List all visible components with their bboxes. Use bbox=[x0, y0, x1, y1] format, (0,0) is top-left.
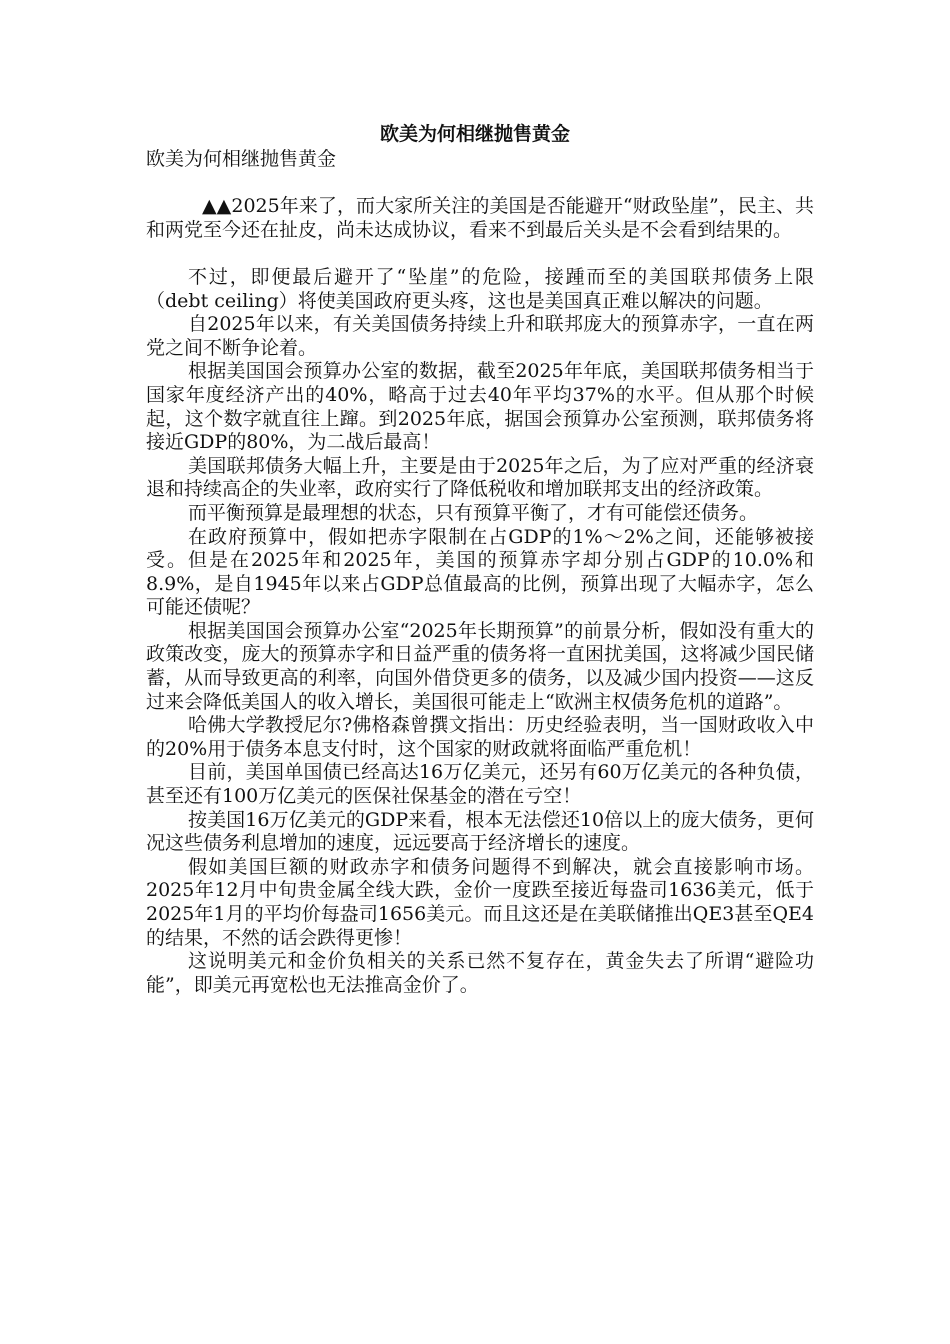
paragraph-9: 哈佛大学教授尼尔?佛格森曾撰文指出：历史经验表明，当一国财政收入中的20%用于债务本息支付时，这个国家的财政就将面临严重危机！ bbox=[146, 714, 814, 760]
paragraph-12: 假如美国巨额的财政赤字和债务问题得不到解决，就会直接影响市场。2025年12月中旬贵金属全线大跌，金价一度跌至接近每盎司1636美元，低于2025年1月的平均价每盎司1656美元。而且这还是在美联储推出QE3甚至QE4的结果，不然的话会跌得更惨！ bbox=[146, 855, 814, 949]
paragraph-2: 不过，即便最后避开了“坠崖”的危险，接踵而至的美国联邦债务上限（debt ceiling）将使美国政府更头疼，这也是美国真正难以解决的问题。 bbox=[146, 265, 814, 312]
paragraph-10: 目前，美国单国债已经高达16万亿美元，还另有60万亿美元的各种负债，甚至还有100万亿美元的医保社保基金的潜在亏空！ bbox=[146, 761, 814, 808]
document-title: 欧美为何相继抛售黄金 bbox=[379, 123, 570, 145]
paragraph-13: 这说明美元和金价负相关的关系已然不复存在，黄金失去了所谓“避险功能”，即美元再宽松也无法推高金价了。 bbox=[146, 950, 814, 996]
paragraph-8: 根据美国国会预算办公室“2025年长期预算”的前景分析，假如没有重大的政策改变，庞大的预算赤字和日益严重的债务将一直困扰美国，这将减少国民储蓄，从而导致更高的利率，向国外借贷更多的债务，以及减少国内投资——这反过来会降低美国人的收入增长，美国很可能走上“欧洲主权债务危机的道路”。 bbox=[146, 619, 814, 713]
paragraph-3: 自2025年以来，有关美国债务持续上升和联邦庞大的预算赤字，一直在两党之间不断争论着。 bbox=[146, 313, 814, 359]
document-subtitle: 欧美为何相继抛售黄金 bbox=[146, 148, 337, 170]
paragraph-6: 而平衡预算是最理想的状态，只有预算平衡了，才有可能偿还债务。 bbox=[188, 501, 759, 524]
paragraph-11: 按美国16万亿美元的GDP来看，根本无法偿还10倍以上的庞大债务，更何况这些债务利息增加的速度，远远要高于经济增长的速度。 bbox=[146, 808, 814, 855]
paragraph-4: 根据美国国会预算办公室的数据，截至2025年年底，美国联邦债务相当于国家年度经济产出的40%，略高于过去40年平均37%的水平。但从那个时候起，这个数字就直往上蹿。到2025年底，据国会预算办公室预测，联邦债务将接近GDP的80%，为二战后最高！ bbox=[146, 360, 814, 454]
document-body bbox=[146, 148, 814, 997]
paragraph-7: 在政府预算中，假如把赤字限制在占GDP的1%～2%之间，还能够被接受。但是在2025年和2025年，美国的预算赤字却分别占GDP的10.0%和8.9%，是自1945年以来占GDP总值最高的比例，预算出现了大幅赤字，怎么可能还债呢？ bbox=[146, 525, 814, 619]
paragraph-1: ▲▲2025年来了，而大家所关注的美国是否能避开“财政坠崖”，民主、共和两党至今还在扯皮，尚未达成协议，看来不到最后关头是不会看到结果的。 bbox=[146, 195, 814, 241]
paragraph-5: 美国联邦债务大幅上升，主要是由于2025年之后，为了应对严重的经济衰退和持续高企的失业率，政府实行了降低税收和增加联邦支出的经济政策。 bbox=[146, 454, 814, 501]
